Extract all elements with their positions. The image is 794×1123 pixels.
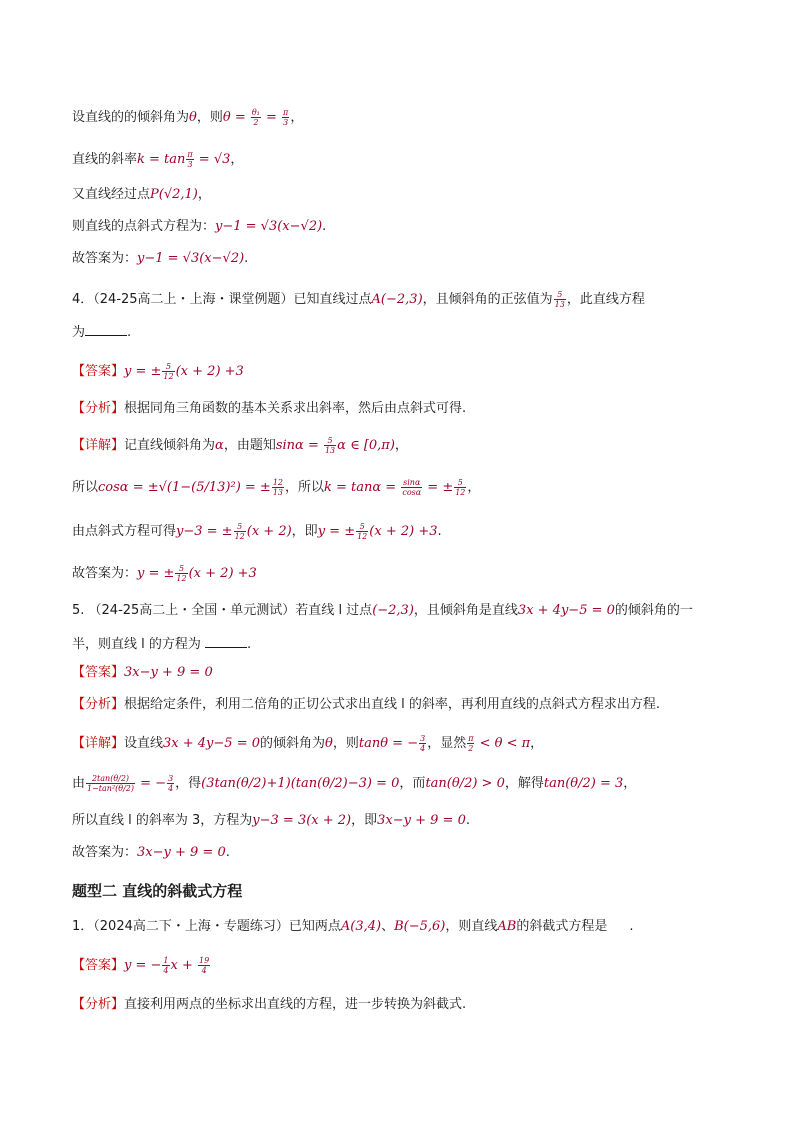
math: = [261, 110, 282, 125]
denominator: 4 [168, 784, 174, 793]
text: 的斜截式方程是 [516, 919, 608, 934]
math: = − [136, 776, 167, 791]
denominator: 1−tan²(θ/2) [87, 784, 134, 793]
text: ， [394, 438, 408, 453]
detail-tag: 【详解】 [72, 736, 125, 751]
answer-tag: 【答案】 [72, 665, 125, 680]
text: 又直线经过点 [72, 187, 151, 202]
fraction [324, 436, 336, 455]
text: 故答案为： [72, 845, 138, 860]
fraction [282, 108, 289, 127]
denominator: 13 [554, 300, 565, 309]
text: 、 [381, 919, 395, 934]
denominator: 3 [187, 160, 193, 169]
text: 的倾斜角的一 [614, 603, 693, 618]
numerator: 19 [199, 956, 210, 965]
math: A(−2,3) [371, 292, 423, 307]
math: tan(θ/2) > 0 [425, 776, 505, 791]
text: ，而 [399, 776, 426, 791]
fraction [167, 774, 174, 793]
fraction [162, 956, 169, 975]
math: k = tanα = [324, 480, 401, 495]
fraction [554, 290, 566, 309]
numerator: 5 [324, 436, 336, 446]
text: 直接利用两点的坐标求出直线的方程，进一步转换为斜截式. [124, 997, 467, 1012]
text: 半，则直线 l 的方程为 [72, 637, 201, 652]
math: (x + 2) +3 [188, 566, 257, 581]
q5-final [72, 844, 230, 862]
denominator: 12 [176, 574, 187, 583]
math: y−1 = √3(x−√2) [215, 219, 323, 234]
math: 3x + 4y−5 = 0 [517, 603, 615, 618]
q4-detail-line3 [72, 522, 442, 541]
math: (x + 2) +3 [175, 364, 244, 379]
text: . [225, 845, 230, 860]
math: α [215, 438, 224, 453]
numerator: 3 [168, 774, 174, 783]
text: 为 [72, 325, 86, 340]
t2q1-answer [72, 956, 211, 975]
math: 3x−y + 9 = 0 [137, 845, 226, 860]
text: 所以 [72, 480, 99, 495]
text: ，显然 [427, 736, 467, 751]
math: y = ± [124, 364, 162, 379]
text: ， [230, 152, 244, 167]
solution-line-equation [72, 218, 326, 236]
numerator: π [283, 108, 289, 117]
text: 记直线倾斜角为 [124, 438, 216, 453]
math: y = ± [137, 566, 175, 581]
text: ， [623, 776, 637, 791]
fraction [86, 774, 135, 793]
q4-analysis [72, 400, 466, 418]
math: A(3,4) [340, 919, 382, 934]
denominator: 2 [253, 118, 259, 127]
solution-line-angle [72, 108, 303, 127]
math: < θ < π [475, 736, 531, 751]
fraction [419, 734, 426, 753]
fraction [467, 734, 474, 753]
numerator: 5 [162, 362, 174, 372]
text: 故答案为： [72, 251, 138, 266]
q5-stem-line2 [72, 636, 251, 654]
math: tan(θ/2) = 3 [543, 776, 624, 791]
text: ，则 [196, 110, 223, 125]
text: 5. （24-25高二上・全国・单元测试）若直线 l 过点 [72, 603, 373, 618]
t2q1-stem [72, 918, 633, 936]
q4-stem-line1 [72, 290, 645, 309]
answer-blank [205, 647, 247, 648]
text: 根据给定条件，利用二倍角的正切公式求出直线 l 的斜率，再利用直线的点斜式方程求出方程. [124, 697, 661, 712]
text: 故答案为： [72, 566, 138, 581]
math: k = tan [137, 152, 186, 167]
fraction [272, 478, 284, 497]
math: θ = [222, 110, 250, 125]
text: ， [530, 736, 544, 751]
math: B(−5,6) [394, 919, 446, 934]
denominator: 2 [468, 744, 474, 753]
t2q1-analysis [72, 996, 466, 1014]
solution-line-final [72, 250, 248, 268]
q5-detail-line1 [72, 734, 543, 753]
math: = √3 [194, 152, 231, 167]
text: 的倾斜角为 [260, 736, 326, 751]
numerator: 12 [272, 478, 283, 487]
answer-tag: 【答案】 [72, 958, 125, 973]
numerator: 5 [554, 290, 566, 300]
numerator: π [468, 734, 474, 743]
text: ，此直线方程 [566, 292, 645, 307]
numerator: sinα [403, 478, 421, 487]
q5-answer [72, 664, 213, 682]
q4-detail-line2 [72, 478, 480, 497]
math: tanθ = − [358, 736, 419, 751]
q5-analysis [72, 696, 660, 714]
text: ，所以 [285, 480, 325, 495]
text: ，由题知 [223, 438, 276, 453]
text: . [322, 219, 327, 234]
math: y−1 = √3(x−√2) [137, 251, 245, 266]
fraction [175, 564, 187, 583]
text: ，则 [332, 736, 359, 751]
numerator: 3 [420, 734, 426, 743]
math: 3x−y + 9 = 0 [377, 813, 466, 828]
fraction [356, 522, 368, 541]
math: 3x + 4y−5 = 0 [163, 736, 260, 751]
math: AB [497, 919, 517, 934]
section-heading: 题型二 直线的斜截式方程 [72, 882, 243, 900]
math: y = − [124, 958, 162, 973]
text: ，即 [291, 524, 318, 539]
fraction [454, 478, 466, 497]
math: 3x−y + 9 = 0 [124, 665, 213, 680]
text: 1．（2024高二下・上海・专题练习）已知两点 [72, 919, 341, 934]
text: . [247, 637, 252, 652]
fraction [198, 956, 210, 975]
denominator: 4 [201, 966, 207, 975]
text: 由点斜式方程可得 [72, 524, 177, 539]
text: 则直线的点斜式方程为： [72, 219, 216, 234]
text: ，解得 [504, 776, 544, 791]
numerator: 5 [356, 522, 368, 532]
text: 直线的斜率 [72, 152, 138, 167]
denominator: 3 [283, 118, 289, 127]
q4-detail-line1 [72, 436, 408, 455]
solution-line-slope [72, 150, 243, 169]
denominator: 13 [272, 488, 283, 497]
text: ， [197, 187, 211, 202]
q5-detail-line3 [72, 812, 470, 830]
math: y = ± [317, 524, 356, 539]
text: ，且倾斜角的正弦值为 [422, 292, 553, 307]
text: . [437, 524, 442, 539]
q4-answer [72, 362, 244, 381]
numerator: 5 [454, 478, 466, 488]
text: 由 [72, 776, 86, 791]
math: P(√2,1) [150, 187, 198, 202]
math: θ [325, 736, 333, 751]
text: 4．（24-25高二上・上海・课堂例题）已知直线过点 [72, 292, 372, 307]
text: . [629, 919, 634, 934]
detail-tag: 【详解】 [72, 438, 125, 453]
denominator: 4 [163, 966, 169, 975]
numerator: 2tan(θ/2) [86, 774, 135, 784]
numerator: 5 [175, 564, 187, 574]
denominator: 12 [455, 488, 466, 497]
text: 设直线的的倾斜角为 [72, 110, 190, 125]
math: (x + 2) [246, 524, 292, 539]
analysis-tag: 【分析】 [72, 697, 125, 712]
q5-stem-line1 [72, 602, 693, 620]
math: cosα = ±√(1−(5/13)²) = ± [98, 480, 271, 495]
text: . [244, 251, 249, 266]
q4-stem-line2 [72, 324, 131, 342]
answer-tag: 【答案】 [72, 364, 125, 379]
text: ， [467, 480, 481, 495]
text: ，得 [175, 776, 202, 791]
fraction [186, 150, 193, 169]
text: ，且倾斜角是直线 [413, 603, 518, 618]
text: . [127, 325, 132, 340]
text: 设直线 [124, 736, 164, 751]
math: (x + 2) +3 [369, 524, 438, 539]
text: . [465, 813, 470, 828]
math: α ∈ [0,π) [337, 438, 395, 453]
analysis-tag: 【分析】 [72, 997, 125, 1012]
q4-final [72, 564, 257, 583]
text: ，即 [351, 813, 378, 828]
math: y−3 = 3(x + 2) [252, 813, 352, 828]
text: ，则直线 [445, 919, 498, 934]
text: ， [290, 110, 304, 125]
q5-detail-line2 [72, 774, 636, 793]
math: (−2,3) [372, 603, 414, 618]
fraction [401, 478, 422, 497]
denominator: 4 [420, 744, 426, 753]
numerator: θ₁ [251, 108, 260, 117]
math: y−3 = ± [176, 524, 233, 539]
denominator: cosα [402, 488, 422, 497]
numerator: 1 [163, 956, 169, 965]
answer-blank [85, 335, 127, 336]
fraction [234, 522, 246, 541]
denominator: 12 [357, 532, 368, 541]
math: θ [189, 110, 197, 125]
math: sinα = [275, 438, 323, 453]
denominator: 12 [234, 532, 245, 541]
math: (3tan(θ/2)+1)(tan(θ/2)−3) = 0 [201, 776, 400, 791]
solution-line-point [72, 186, 211, 204]
numerator: π [187, 150, 193, 159]
fraction [162, 362, 174, 381]
analysis-tag: 【分析】 [72, 401, 125, 416]
numerator: 5 [234, 522, 246, 532]
denominator: 13 [324, 446, 336, 455]
fraction [251, 108, 261, 127]
denominator: 12 [163, 372, 174, 381]
text: 所以直线 l 的斜率为 3，方程为 [72, 813, 253, 828]
text: 根据同角三角函数的基本关系求出斜率，然后由点斜式可得. [124, 401, 467, 416]
math: x + [170, 958, 198, 973]
math: = ± [423, 480, 454, 495]
